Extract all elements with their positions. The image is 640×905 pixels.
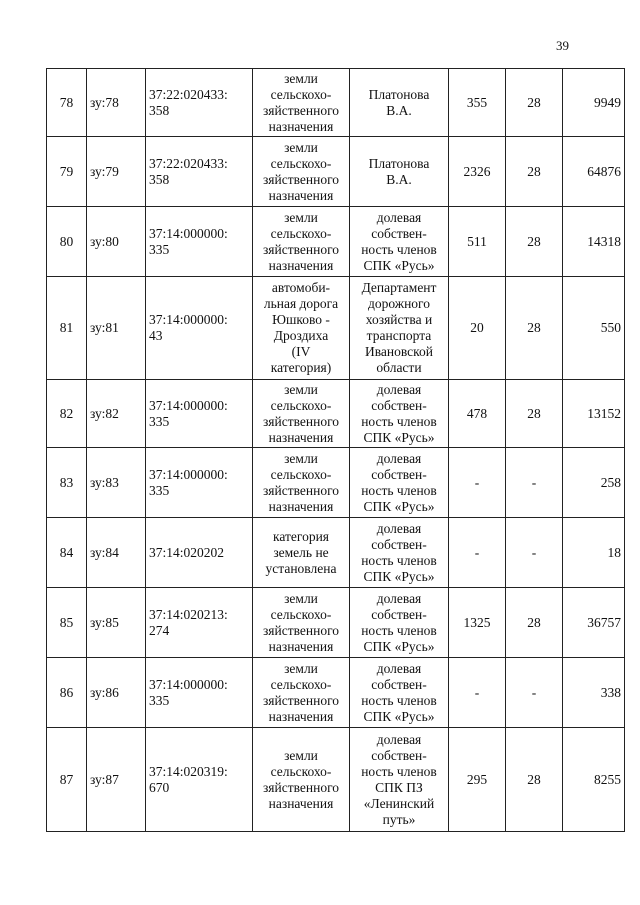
cost-cell: 14318	[563, 207, 625, 277]
area-cell: 478	[449, 380, 506, 448]
land-category-cell: земли сельскохо- зяйственного назначения	[253, 658, 350, 728]
owner-cell: долевая собствен- ность членов СПК «Русь»	[350, 380, 449, 448]
cost-cell: 8255	[563, 728, 625, 832]
percent-cell: -	[506, 518, 563, 588]
plot-code-cell: зу:87	[87, 728, 146, 832]
land-category-cell: земли сельскохо- зяйственного назначения	[253, 728, 350, 832]
plot-code-cell: зу:80	[87, 207, 146, 277]
cadastral-number-cell: 37:14:000000: 335	[146, 448, 253, 518]
row-number-cell: 85	[47, 588, 87, 658]
table-row	[47, 69, 625, 137]
cadastral-number-cell: 37:22:020433: 358	[146, 69, 253, 137]
row-number-cell: 86	[47, 658, 87, 728]
plot-code-cell: зу:85	[87, 588, 146, 658]
land-category-cell: земли сельскохо- зяйственного назначения	[253, 448, 350, 518]
area-cell: 295	[449, 728, 506, 832]
owner-cell: долевая собствен- ность членов СПК «Русь»	[350, 518, 449, 588]
table-row	[47, 137, 625, 207]
owner-cell: долевая собствен- ность членов СПК ПЗ «Ленинский путь»	[350, 728, 449, 832]
land-category-cell: земли сельскохо- зяйственного назначения	[253, 207, 350, 277]
area-cell: 355	[449, 69, 506, 137]
cadastral-number-cell: 37:14:020319: 670	[146, 728, 253, 832]
cost-cell: 36757	[563, 588, 625, 658]
plot-code-cell: зу:86	[87, 658, 146, 728]
plot-code-cell: зу:81	[87, 277, 146, 380]
land-category-cell: земли сельскохо- зяйственного назначения	[253, 137, 350, 207]
row-number-cell: 80	[47, 207, 87, 277]
area-cell: 1325	[449, 588, 506, 658]
plot-code-cell: зу:83	[87, 448, 146, 518]
cadastral-number-cell: 37:14:000000: 43	[146, 277, 253, 380]
row-number-cell: 83	[47, 448, 87, 518]
land-category-cell: автомоби- льная дорога Юшково - Дроздиха (IV категория)	[253, 277, 350, 380]
row-number-cell: 79	[47, 137, 87, 207]
plot-code-cell: зу:79	[87, 137, 146, 207]
owner-cell: Платонова В.А.	[350, 69, 449, 137]
row-number-cell: 81	[47, 277, 87, 380]
table-row	[47, 658, 625, 728]
owner-cell: Платонова В.А.	[350, 137, 449, 207]
percent-cell: 28	[506, 277, 563, 380]
owner-cell: долевая собствен- ность членов СПК «Русь»	[350, 448, 449, 518]
table-body	[47, 69, 625, 832]
owner-cell: долевая собствен- ность членов СПК «Русь»	[350, 207, 449, 277]
cadastral-number-cell: 37:22:020433: 358	[146, 137, 253, 207]
land-category-cell: земли сельскохо- зяйственного назначения	[253, 69, 350, 137]
land-category-cell: категория земель не установлена	[253, 518, 350, 588]
cost-cell: 550	[563, 277, 625, 380]
cadastral-number-cell: 37:14:020213: 274	[146, 588, 253, 658]
cadastral-number-cell: 37:14:000000: 335	[146, 207, 253, 277]
table-row	[47, 207, 625, 277]
cadastral-number-cell: 37:14:000000: 335	[146, 658, 253, 728]
table-row	[47, 277, 625, 380]
owner-cell: Департамент дорожного хозяйства и транспорта Ивановской области	[350, 277, 449, 380]
percent-cell: 28	[506, 137, 563, 207]
area-cell: 511	[449, 207, 506, 277]
area-cell: -	[449, 518, 506, 588]
page-number: 39	[556, 38, 569, 53]
cost-cell: 338	[563, 658, 625, 728]
owner-cell: долевая собствен- ность членов СПК «Русь»	[350, 588, 449, 658]
owner-cell: долевая собствен- ность членов СПК «Русь»	[350, 658, 449, 728]
cost-cell: 9949	[563, 69, 625, 137]
area-cell: 2326	[449, 137, 506, 207]
table-row	[47, 518, 625, 588]
land-category-cell: земли сельскохо- зяйственного назначения	[253, 380, 350, 448]
percent-cell: 28	[506, 207, 563, 277]
row-number-cell: 87	[47, 728, 87, 832]
cost-cell: 64876	[563, 137, 625, 207]
area-cell: -	[449, 448, 506, 518]
percent-cell: 28	[506, 728, 563, 832]
cost-cell: 18	[563, 518, 625, 588]
land-category-cell: земли сельскохо- зяйственного назначения	[253, 588, 350, 658]
land-plots-table	[46, 68, 625, 832]
cadastral-number-cell: 37:14:020202	[146, 518, 253, 588]
area-cell: 20	[449, 277, 506, 380]
table-row	[47, 448, 625, 518]
percent-cell: 28	[506, 380, 563, 448]
plot-code-cell: зу:84	[87, 518, 146, 588]
percent-cell: -	[506, 658, 563, 728]
row-number-cell: 84	[47, 518, 87, 588]
plot-code-cell: зу:78	[87, 69, 146, 137]
table-row	[47, 728, 625, 832]
area-cell: -	[449, 658, 506, 728]
cadastral-number-cell: 37:14:000000: 335	[146, 380, 253, 448]
cost-cell: 258	[563, 448, 625, 518]
table-row	[47, 588, 625, 658]
plot-code-cell: зу:82	[87, 380, 146, 448]
percent-cell: -	[506, 448, 563, 518]
percent-cell: 28	[506, 588, 563, 658]
percent-cell: 28	[506, 69, 563, 137]
row-number-cell: 82	[47, 380, 87, 448]
table-row	[47, 380, 625, 448]
row-number-cell: 78	[47, 69, 87, 137]
cost-cell: 13152	[563, 380, 625, 448]
